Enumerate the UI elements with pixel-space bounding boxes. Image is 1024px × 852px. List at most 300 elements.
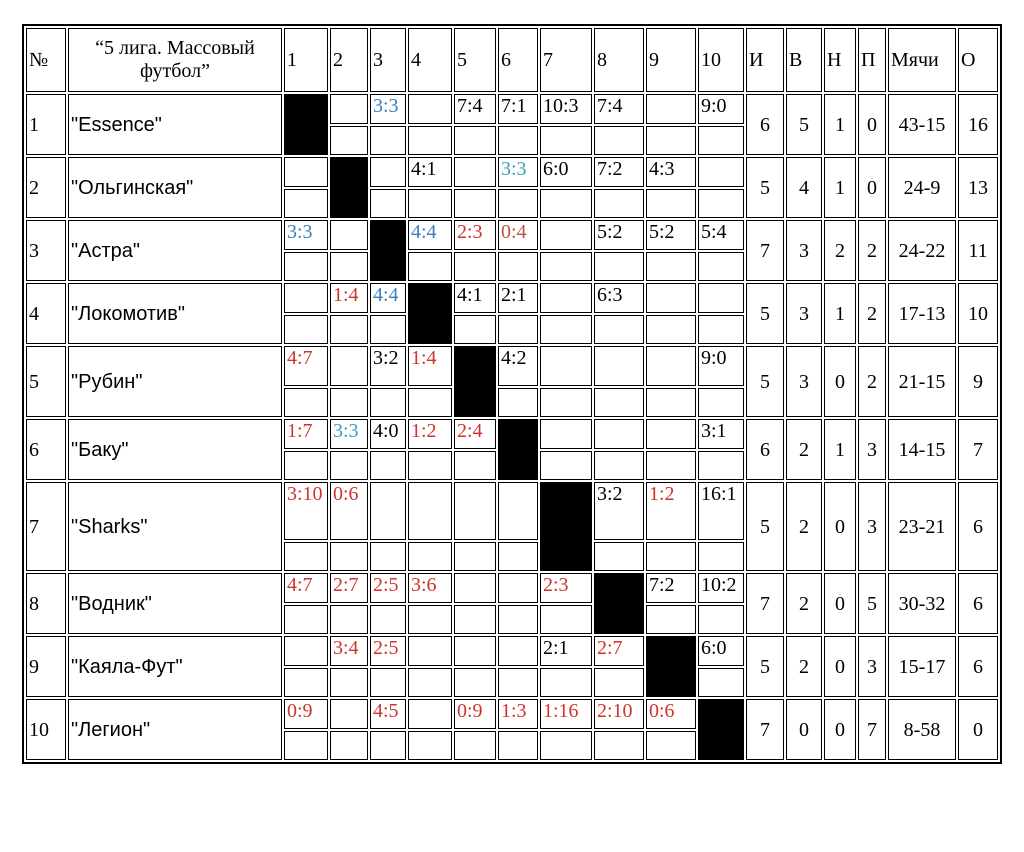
wins: 3 (786, 283, 822, 344)
losses: 0 (858, 157, 886, 218)
score-cell-lower (540, 731, 592, 760)
losses: 2 (858, 283, 886, 344)
score-cell-lower (498, 388, 538, 417)
header-row (26, 28, 998, 92)
wins: 2 (786, 573, 822, 634)
score-cell (454, 482, 496, 540)
games-played: 5 (746, 283, 784, 344)
score-cell (698, 283, 744, 313)
team-name: "Каяла-Фут" (68, 636, 282, 697)
score-cell: 7:2 (646, 573, 696, 603)
score-cell-lower (370, 668, 406, 697)
score-cell: 2:5 (370, 573, 406, 603)
score-cell (540, 346, 592, 386)
score-cell: 4:5 (370, 699, 406, 729)
score-cell (454, 157, 496, 187)
score-cell (408, 482, 452, 540)
wins: 3 (786, 346, 822, 417)
score-cell: 3:1 (698, 419, 744, 449)
team-name: "Легион" (68, 699, 282, 760)
score-cell-lower (594, 252, 644, 281)
score-cell: 3:6 (408, 573, 452, 603)
team-number: 10 (26, 699, 66, 760)
diagonal-block (698, 699, 744, 760)
score-cell (646, 419, 696, 449)
score-cell-lower (330, 126, 368, 155)
wins: 0 (786, 699, 822, 760)
team-name: "Баку" (68, 419, 282, 480)
score-cell-lower (594, 451, 644, 480)
score-cell: 4:0 (370, 419, 406, 449)
games-played: 5 (746, 482, 784, 571)
score-cell-lower (594, 731, 644, 760)
draws: 1 (824, 94, 856, 155)
score-cell-lower (284, 451, 328, 480)
score-cell: 7:4 (454, 94, 496, 124)
points: 0 (958, 699, 998, 760)
score-cell-lower (284, 252, 328, 281)
draws: 1 (824, 157, 856, 218)
score-cell: 4:4 (370, 283, 406, 313)
wins: 2 (786, 636, 822, 697)
score-cell: 5:4 (698, 220, 744, 250)
score-cell: 3:3 (330, 419, 368, 449)
score-cell-lower (498, 252, 538, 281)
league-table (22, 24, 1002, 764)
score-cell (370, 157, 406, 187)
header-col-4: 4 (408, 28, 452, 92)
score-cell (498, 573, 538, 603)
points: 7 (958, 419, 998, 480)
score-cell-lower (646, 388, 696, 417)
goals: 14-15 (888, 419, 956, 480)
score-cell: 4:1 (454, 283, 496, 313)
games-played: 7 (746, 220, 784, 281)
score-cell-lower (284, 668, 328, 697)
score-cell: 6:3 (594, 283, 644, 313)
score-cell-lower (498, 315, 538, 344)
score-cell (330, 94, 368, 124)
score-cell-lower (698, 542, 744, 571)
score-cell-lower (594, 542, 644, 571)
score-cell: 6:0 (540, 157, 592, 187)
score-cell-lower (540, 189, 592, 218)
score-cell: 2:5 (370, 636, 406, 666)
team-number: 5 (26, 346, 66, 417)
score-cell-lower (646, 315, 696, 344)
score-cell (698, 157, 744, 187)
score-cell-lower (540, 252, 592, 281)
team-row (26, 94, 998, 124)
team-row (26, 346, 998, 386)
team-number: 8 (26, 573, 66, 634)
team-row (26, 283, 998, 313)
score-cell-lower (330, 315, 368, 344)
diagonal-block (454, 346, 496, 417)
score-cell-lower (284, 731, 328, 760)
games-played: 5 (746, 157, 784, 218)
score-cell-lower (454, 252, 496, 281)
score-cell (646, 283, 696, 313)
score-cell-lower (646, 126, 696, 155)
score-cell-lower (408, 388, 452, 417)
score-cell: 1:4 (408, 346, 452, 386)
score-cell: 1:2 (408, 419, 452, 449)
score-cell: 3:2 (594, 482, 644, 540)
score-cell: 3:3 (370, 94, 406, 124)
score-cell: 9:0 (698, 346, 744, 386)
games-played: 7 (746, 573, 784, 634)
header-games: И (746, 28, 784, 92)
score-cell: 1:3 (498, 699, 538, 729)
score-cell-lower (698, 668, 744, 697)
diagonal-block (594, 573, 644, 634)
draws: 1 (824, 283, 856, 344)
score-cell: 0:9 (284, 699, 328, 729)
header-draws: Н (824, 28, 856, 92)
score-cell: 7:2 (594, 157, 644, 187)
header-col-8: 8 (594, 28, 644, 92)
score-cell: 1:16 (540, 699, 592, 729)
score-cell: 9:0 (698, 94, 744, 124)
score-cell-lower (540, 605, 592, 634)
games-played: 5 (746, 636, 784, 697)
header-col-10: 10 (698, 28, 744, 92)
score-cell-lower (646, 189, 696, 218)
score-cell-lower (370, 126, 406, 155)
score-cell-lower (646, 451, 696, 480)
team-row (26, 636, 998, 666)
score-cell: 0:6 (646, 699, 696, 729)
goals: 24-22 (888, 220, 956, 281)
games-played: 7 (746, 699, 784, 760)
games-played: 6 (746, 419, 784, 480)
score-cell-lower (454, 189, 496, 218)
score-cell-lower (408, 451, 452, 480)
score-cell-lower (698, 605, 744, 634)
score-cell (408, 94, 452, 124)
score-cell (498, 636, 538, 666)
diagonal-block (540, 482, 592, 571)
score-cell (540, 283, 592, 313)
score-cell-lower (370, 315, 406, 344)
table-title: “5 лига. Массовый футбол” (68, 28, 282, 92)
score-cell: 0:4 (498, 220, 538, 250)
score-cell (330, 699, 368, 729)
score-cell: 2:3 (454, 220, 496, 250)
score-cell-lower (454, 731, 496, 760)
score-cell-lower (370, 189, 406, 218)
points: 9 (958, 346, 998, 417)
score-cell: 2:7 (594, 636, 644, 666)
team-name: "Рубин" (68, 346, 282, 417)
score-cell-lower (454, 605, 496, 634)
score-cell: 1:4 (330, 283, 368, 313)
score-cell-lower (408, 126, 452, 155)
losses: 3 (858, 636, 886, 697)
score-cell-lower (540, 451, 592, 480)
team-name: "Ольгинская" (68, 157, 282, 218)
score-cell-lower (540, 315, 592, 344)
score-cell-lower (408, 731, 452, 760)
score-cell-lower (330, 542, 368, 571)
points: 11 (958, 220, 998, 281)
score-cell-lower (698, 126, 744, 155)
team-number: 2 (26, 157, 66, 218)
team-number: 3 (26, 220, 66, 281)
diagonal-block (646, 636, 696, 697)
diagonal-block (370, 220, 406, 281)
score-cell-lower (370, 605, 406, 634)
goals: 24-9 (888, 157, 956, 218)
score-cell-lower (330, 388, 368, 417)
score-cell-lower (646, 542, 696, 571)
losses: 7 (858, 699, 886, 760)
score-cell: 2:1 (498, 283, 538, 313)
draws: 0 (824, 699, 856, 760)
score-cell-lower (408, 668, 452, 697)
header-goals: Мячи (888, 28, 956, 92)
score-cell (454, 573, 496, 603)
score-cell: 2:10 (594, 699, 644, 729)
score-cell-lower (498, 605, 538, 634)
score-cell-lower (498, 126, 538, 155)
score-cell: 2:1 (540, 636, 592, 666)
score-cell-lower (698, 315, 744, 344)
team-name: "Астра" (68, 220, 282, 281)
score-cell-lower (594, 388, 644, 417)
header-wins: В (786, 28, 822, 92)
draws: 0 (824, 573, 856, 634)
score-cell (330, 346, 368, 386)
score-cell: 3:2 (370, 346, 406, 386)
header-col-6: 6 (498, 28, 538, 92)
score-cell-lower (330, 668, 368, 697)
score-cell-lower (370, 542, 406, 571)
score-cell-lower (698, 189, 744, 218)
goals: 21-15 (888, 346, 956, 417)
score-cell: 4:1 (408, 157, 452, 187)
score-cell-lower (594, 315, 644, 344)
score-cell (454, 636, 496, 666)
losses: 3 (858, 482, 886, 571)
score-cell: 4:4 (408, 220, 452, 250)
wins: 4 (786, 157, 822, 218)
header-col-5: 5 (454, 28, 496, 92)
score-cell-lower (330, 252, 368, 281)
goals: 30-32 (888, 573, 956, 634)
score-cell-lower (284, 315, 328, 344)
goals: 43-15 (888, 94, 956, 155)
points: 13 (958, 157, 998, 218)
score-cell: 16:1 (698, 482, 744, 540)
goals: 15-17 (888, 636, 956, 697)
draws: 0 (824, 636, 856, 697)
score-cell-lower (698, 252, 744, 281)
goals: 23-21 (888, 482, 956, 571)
score-cell: 6:0 (698, 636, 744, 666)
score-cell (330, 220, 368, 250)
score-cell-lower (594, 189, 644, 218)
wins: 2 (786, 482, 822, 571)
games-played: 5 (746, 346, 784, 417)
score-cell-lower (540, 126, 592, 155)
score-cell: 7:4 (594, 94, 644, 124)
draws: 2 (824, 220, 856, 281)
losses: 2 (858, 220, 886, 281)
wins: 2 (786, 419, 822, 480)
score-cell-lower (330, 731, 368, 760)
team-name: "Sharks" (68, 482, 282, 571)
team-number: 4 (26, 283, 66, 344)
score-cell-lower (594, 668, 644, 697)
score-cell: 4:3 (646, 157, 696, 187)
diagonal-block (284, 94, 328, 155)
score-cell: 10:3 (540, 94, 592, 124)
score-cell (498, 482, 538, 540)
header-col-7: 7 (540, 28, 592, 92)
points: 6 (958, 636, 998, 697)
score-cell: 5:2 (646, 220, 696, 250)
score-cell-lower (284, 542, 328, 571)
score-cell-lower (330, 605, 368, 634)
score-cell-lower (498, 731, 538, 760)
score-cell: 0:6 (330, 482, 368, 540)
score-cell: 2:4 (454, 419, 496, 449)
header-col-1: 1 (284, 28, 328, 92)
team-number: 9 (26, 636, 66, 697)
goals: 8-58 (888, 699, 956, 760)
score-cell-lower (646, 605, 696, 634)
score-cell: 0:9 (454, 699, 496, 729)
wins: 5 (786, 94, 822, 155)
losses: 3 (858, 419, 886, 480)
score-cell-lower (454, 668, 496, 697)
score-cell (370, 482, 406, 540)
draws: 1 (824, 419, 856, 480)
score-cell-lower (540, 388, 592, 417)
wins: 3 (786, 220, 822, 281)
header-number: № (26, 28, 66, 92)
score-cell: 4:2 (498, 346, 538, 386)
header-losses: П (858, 28, 886, 92)
score-cell-lower (408, 542, 452, 571)
team-number: 6 (26, 419, 66, 480)
standings-wrapper (22, 24, 1002, 764)
team-number: 7 (26, 482, 66, 571)
team-row (26, 699, 998, 729)
score-cell-lower (408, 252, 452, 281)
team-row (26, 573, 998, 603)
score-cell: 2:7 (330, 573, 368, 603)
goals: 17-13 (888, 283, 956, 344)
score-cell (594, 419, 644, 449)
score-cell (646, 94, 696, 124)
losses: 5 (858, 573, 886, 634)
draws: 0 (824, 346, 856, 417)
header-col-2: 2 (330, 28, 368, 92)
score-cell (408, 699, 452, 729)
score-cell: 2:3 (540, 573, 592, 603)
header-points: О (958, 28, 998, 92)
score-cell-lower (498, 668, 538, 697)
score-cell-lower (284, 605, 328, 634)
score-cell-lower (454, 126, 496, 155)
team-name: "Водник" (68, 573, 282, 634)
losses: 2 (858, 346, 886, 417)
score-cell-lower (646, 731, 696, 760)
score-cell: 3:3 (498, 157, 538, 187)
team-row (26, 419, 998, 449)
score-cell: 1:2 (646, 482, 696, 540)
score-cell: 3:3 (284, 220, 328, 250)
score-cell: 4:7 (284, 573, 328, 603)
score-cell-lower (330, 451, 368, 480)
points: 16 (958, 94, 998, 155)
games-played: 6 (746, 94, 784, 155)
team-row (26, 220, 998, 250)
points: 6 (958, 482, 998, 571)
points: 6 (958, 573, 998, 634)
score-cell-lower (540, 668, 592, 697)
score-cell: 5:2 (594, 220, 644, 250)
score-cell (540, 419, 592, 449)
score-cell: 3:10 (284, 482, 328, 540)
draws: 0 (824, 482, 856, 571)
score-cell-lower (454, 451, 496, 480)
score-cell (594, 346, 644, 386)
diagonal-block (498, 419, 538, 480)
score-cell (646, 346, 696, 386)
score-cell (284, 283, 328, 313)
score-cell: 10:2 (698, 573, 744, 603)
score-cell-lower (498, 542, 538, 571)
score-cell-lower (594, 126, 644, 155)
diagonal-block (330, 157, 368, 218)
score-cell-lower (698, 451, 744, 480)
score-cell (284, 157, 328, 187)
header-col-3: 3 (370, 28, 406, 92)
losses: 0 (858, 94, 886, 155)
points: 10 (958, 283, 998, 344)
score-cell: 1:7 (284, 419, 328, 449)
score-cell (540, 220, 592, 250)
score-cell-lower (498, 189, 538, 218)
team-row (26, 157, 998, 187)
team-row (26, 482, 998, 540)
score-cell-lower (370, 388, 406, 417)
score-cell-lower (698, 388, 744, 417)
diagonal-block (408, 283, 452, 344)
score-cell (284, 636, 328, 666)
score-cell-lower (408, 189, 452, 218)
team-name: "Локомотив" (68, 283, 282, 344)
header-col-9: 9 (646, 28, 696, 92)
score-cell-lower (454, 542, 496, 571)
score-cell: 3:4 (330, 636, 368, 666)
score-cell: 7:1 (498, 94, 538, 124)
team-number: 1 (26, 94, 66, 155)
score-cell: 4:7 (284, 346, 328, 386)
score-cell (408, 636, 452, 666)
score-cell-lower (370, 451, 406, 480)
score-cell-lower (454, 315, 496, 344)
score-cell-lower (408, 605, 452, 634)
score-cell-lower (370, 731, 406, 760)
team-name: "Essence" (68, 94, 282, 155)
score-cell-lower (646, 252, 696, 281)
score-cell-lower (284, 189, 328, 218)
